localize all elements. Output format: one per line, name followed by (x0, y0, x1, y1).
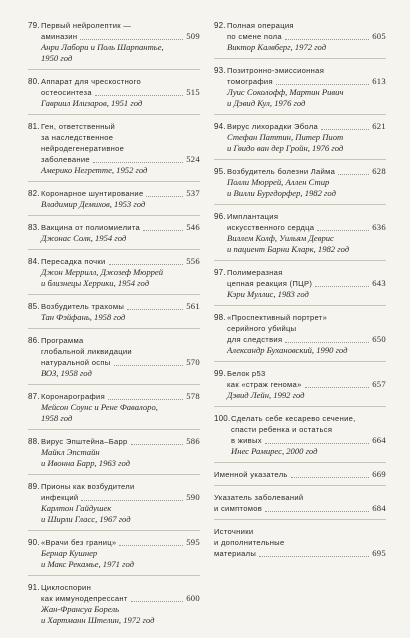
entry-divider (28, 215, 200, 216)
entry-title-line (227, 76, 386, 87)
page-number: 643 (372, 278, 386, 288)
entry-title-line (227, 222, 386, 233)
entry-divider (28, 575, 200, 576)
entry-author: и Вилли Бургдорфер, 1982 год (227, 188, 336, 198)
entry-number: 91. (28, 583, 40, 592)
dot-leader (265, 511, 369, 512)
toc-entry[interactable] (28, 391, 200, 424)
toc-entry[interactable] (214, 121, 386, 154)
entry-title: Коронарография (41, 392, 105, 401)
entry-author: Карлтон Гайдушек (41, 503, 112, 513)
page-number: 556 (186, 256, 200, 266)
entry-title-line (214, 548, 386, 559)
entry-author: 1958 год (41, 413, 73, 423)
toc-column-left (28, 20, 200, 626)
toc-entry[interactable] (214, 65, 386, 109)
entry-divider (214, 361, 386, 362)
page-number: 600 (186, 593, 200, 603)
page-number: 657 (372, 379, 386, 389)
entry-title-line (227, 379, 386, 390)
entry-title: Возбудитель болезни Лайма (227, 167, 336, 176)
entry-title: остеосинтеза (41, 88, 92, 97)
entry-title: Возбудитель трахомы (41, 302, 125, 311)
entry-title: Имплантация (227, 212, 279, 221)
entry-title: Циклоспорин (41, 583, 92, 592)
page-number: 636 (372, 222, 386, 232)
entry-title: заболевание (41, 155, 90, 164)
entry-title: Прионы как возбудители (41, 482, 135, 491)
entry-author: Александр Бухановский, 1990 год (227, 345, 348, 355)
toc-entry[interactable] (28, 582, 200, 626)
entry-title-line (41, 188, 200, 199)
entry-number: 100. (214, 414, 231, 423)
entry-author: Виллем Колф, Уильям Деврис (227, 233, 334, 243)
dot-leader (127, 309, 183, 310)
entry-divider (214, 58, 386, 59)
entry-number: 80. (28, 77, 40, 86)
entry-title: Источники (214, 527, 254, 536)
toc-entry[interactable] (28, 188, 200, 210)
page-number: 537 (186, 188, 200, 198)
entry-title: Белок p53 (227, 369, 266, 378)
entry-title: томография (227, 77, 273, 86)
entry-title: за наследственное (41, 133, 114, 142)
page-number: 509 (186, 31, 200, 41)
entry-author: Америко Негретте, 1952 год (41, 165, 148, 175)
page-number: 605 (372, 31, 386, 41)
dot-leader (95, 95, 183, 96)
entry-title: Ген, ответственный (41, 122, 116, 131)
dot-leader (259, 556, 369, 557)
toc-entry[interactable] (214, 413, 386, 457)
entry-divider (28, 328, 200, 329)
entry-title: Вирус Эпштейна–Барр (41, 437, 128, 446)
entry-number: 88. (28, 437, 40, 446)
entry-author: Майкл Эпстайн (41, 447, 100, 457)
entry-number: 92. (214, 21, 226, 30)
entry-author: ВОЗ, 1958 год (41, 368, 92, 378)
entry-title-line (41, 154, 200, 165)
entry-divider (28, 249, 200, 250)
entry-number: 86. (28, 336, 40, 345)
page-number: 650 (372, 334, 386, 344)
entry-number: 94. (214, 122, 226, 131)
entry-divider (28, 114, 200, 115)
page-number: 578 (186, 391, 200, 401)
entry-title: серийного убийцы (227, 324, 297, 333)
entry-title: глобальной ликвидации (41, 347, 132, 356)
page-number: 613 (372, 76, 386, 86)
dot-leader (338, 174, 369, 175)
entry-title: натуральной оспы (41, 358, 111, 367)
entry-title-line (41, 436, 200, 447)
entry-author: и Ивонна Барр, 1963 год (41, 458, 131, 468)
entry-author: Инес Рамирес, 2000 год (231, 446, 318, 456)
toc-entry[interactable] (28, 436, 200, 469)
entry-title-line (41, 537, 200, 548)
entry-title: Позитронно-эмиссионная (227, 66, 325, 75)
dot-leader (305, 387, 370, 388)
entry-title-line (227, 278, 386, 289)
entry-divider (214, 305, 386, 306)
entry-author: Виктор Калвберг, 1972 год (227, 42, 327, 52)
page-number: 684 (372, 503, 386, 513)
toc-entry[interactable] (214, 267, 386, 300)
entry-number: 96. (214, 212, 226, 221)
page-number: 546 (186, 222, 200, 232)
toc-entry[interactable] (28, 121, 200, 176)
entry-divider (28, 384, 200, 385)
entry-title: аминазин (41, 32, 78, 41)
entry-divider (214, 406, 386, 407)
toc-entry[interactable] (214, 20, 386, 53)
toc-section-entry[interactable] (214, 526, 386, 559)
page-number: 664 (372, 435, 386, 445)
entry-divider (28, 530, 200, 531)
entry-author: Джон Меррилл, Джозеф Мюррей (41, 267, 164, 277)
entry-title: Полная операция (227, 21, 294, 30)
page-number: 595 (186, 537, 200, 547)
entry-title-line (214, 469, 386, 480)
entry-title: и дополнительные (214, 538, 285, 547)
entry-title-line (41, 391, 200, 402)
entry-title: нейродегенеративное (41, 144, 125, 153)
entry-author: Гавриил Илизаров, 1951 год (41, 98, 143, 108)
entry-title: и симптомов (214, 504, 263, 513)
dot-leader (131, 601, 184, 602)
dot-leader (317, 230, 369, 231)
entry-divider (28, 181, 200, 182)
entry-author: Полли Мюррей, Аллен Стир (227, 177, 330, 187)
dot-leader (109, 264, 184, 265)
entry-author: и Дэвид Кул, 1976 год (227, 98, 306, 108)
entry-author: Жан-Франсуа Борель (41, 604, 119, 614)
page-number: 570 (186, 357, 200, 367)
page-number: 669 (372, 469, 386, 479)
entry-author: Анри Лаборu и Поль Шарпантье, (41, 42, 164, 52)
entry-title: материалы (214, 549, 257, 558)
entry-title: цепная реакция (ПЦР) (227, 279, 313, 288)
entry-title-line (227, 334, 386, 345)
entry-divider (214, 519, 386, 520)
toc-section-entry[interactable] (214, 492, 386, 514)
entry-title-line (41, 222, 200, 233)
entry-title-line (227, 166, 386, 177)
entry-title: как «страж генома» (227, 380, 302, 389)
dot-leader (291, 477, 370, 478)
dot-leader (265, 443, 369, 444)
dot-leader (108, 399, 183, 400)
toc-entry[interactable] (28, 76, 200, 109)
entry-title-line (41, 492, 200, 503)
dot-leader (131, 444, 184, 445)
entry-title-line (41, 301, 200, 312)
entry-divider (214, 159, 386, 160)
entry-title: как иммунодепрессант (41, 594, 128, 603)
entry-title-line (41, 87, 200, 98)
entry-author: Кэри Муллис, 1983 год (227, 289, 309, 299)
dot-leader (321, 129, 369, 130)
dot-leader (81, 500, 183, 501)
toc-entry[interactable] (28, 222, 200, 244)
entry-title: спасти ребенка и остаться (231, 425, 333, 434)
entry-number: 93. (214, 66, 226, 75)
entry-title: Пересадка почки (41, 257, 106, 266)
entry-author: и Ширли Гласс, 1967 год (41, 514, 131, 524)
entry-title: для следствия (227, 335, 283, 344)
page-number: 561 (186, 301, 200, 311)
entry-divider (28, 474, 200, 475)
toc-column-right (214, 20, 386, 559)
entry-number: 83. (28, 223, 40, 232)
page-number: 590 (186, 492, 200, 502)
entry-title-line (41, 357, 200, 368)
entry-title: Именной указатель (214, 470, 288, 479)
entry-author: Стефан Паттин, Питер Пиот (227, 132, 344, 142)
entry-author: и Хартманн Штелин, 1972 год (41, 615, 155, 625)
entry-title: Вирус лихорадки Эбола (227, 122, 319, 131)
entry-number: 85. (28, 302, 40, 311)
entry-author: Луис Соколофф, Мартин Ривич (227, 87, 344, 97)
entry-title-line (41, 31, 200, 42)
entry-author: Дэвид Лейн, 1992 год (227, 390, 305, 400)
entry-title: Сделать себе кесарево сечение, (231, 414, 356, 423)
entry-divider (28, 294, 200, 295)
entry-title-line (41, 256, 200, 267)
entry-divider (28, 69, 200, 70)
entry-title: Коронарное шунтирование (41, 189, 144, 198)
toc-entry[interactable] (214, 368, 386, 401)
entry-number: 81. (28, 122, 40, 131)
dot-leader (119, 545, 183, 546)
entry-title-line (227, 31, 386, 42)
dot-leader (114, 365, 184, 366)
dot-leader (315, 286, 369, 287)
entry-title: Аппарат для чрескостного (41, 77, 142, 86)
entry-divider (214, 260, 386, 261)
entry-author: Бернар Кушнер (41, 548, 98, 558)
toc-entry[interactable] (28, 256, 200, 289)
entry-author: 1950 год (41, 53, 73, 63)
entry-title-line (231, 435, 386, 446)
entry-divider (214, 114, 386, 115)
entry-author: и пациент Барни Кларк, 1982 год (227, 244, 350, 254)
page-number: 621 (372, 121, 386, 131)
entry-author: и Гвидо ван дер Гройн, 1976 год (227, 143, 344, 153)
entry-author: и близнецы Херрики, 1954 год (41, 278, 150, 288)
entry-title: Вакцина от полиомиелита (41, 223, 141, 232)
entry-number: 79. (28, 21, 40, 30)
entry-author: и Макс Рекамье, 1971 год (41, 559, 135, 569)
entry-author: Владимир Демихов, 1953 год (41, 199, 146, 209)
entry-title: Полимеразная (227, 268, 283, 277)
toc-entry[interactable] (28, 20, 200, 64)
page-number: 695 (372, 548, 386, 558)
page-number: 515 (186, 87, 200, 97)
entry-number: 90. (28, 538, 40, 547)
entry-author: Мейсон Соунс и Рене Фавалоро, (41, 402, 158, 412)
entry-title: «Врачи без границ» (41, 538, 117, 547)
entry-title-line (214, 503, 386, 514)
entry-title: искусственного сердца (227, 223, 315, 232)
page-number: 586 (186, 436, 200, 446)
entry-number: 95. (214, 167, 226, 176)
dot-leader (285, 342, 369, 343)
toc-section-entry[interactable] (214, 469, 386, 480)
entry-title: по смене пола (227, 32, 282, 41)
entry-number: 97. (214, 268, 226, 277)
page-number: 628 (372, 166, 386, 176)
dot-leader (146, 196, 183, 197)
entry-title: инфекций (41, 493, 79, 502)
toc-entry[interactable] (214, 211, 386, 255)
entry-divider (28, 429, 200, 430)
entry-title: Первый нейролептик — (41, 21, 132, 30)
entry-number: 84. (28, 257, 40, 266)
toc-entry[interactable] (214, 166, 386, 199)
dot-leader (93, 162, 183, 163)
entry-author: Тан Фэйфань, 1958 год (41, 312, 126, 322)
entry-title-line (41, 593, 200, 604)
dot-leader (143, 230, 183, 231)
toc-entry[interactable] (28, 301, 200, 323)
dot-leader (285, 39, 369, 40)
page-number: 524 (186, 154, 200, 164)
entry-number: 98. (214, 313, 226, 322)
entry-divider (214, 462, 386, 463)
entry-title: Указатель заболеваний (214, 493, 304, 502)
entry-title: Программа (41, 336, 84, 345)
toc-entry[interactable] (28, 481, 200, 525)
dot-leader (276, 84, 369, 85)
dot-leader (80, 39, 183, 40)
entry-number: 87. (28, 392, 40, 401)
entry-divider (214, 204, 386, 205)
toc-entry[interactable] (214, 312, 386, 356)
entry-number: 89. (28, 482, 40, 491)
entry-number: 99. (214, 369, 226, 378)
entry-author: Джонас Солк, 1954 год (41, 233, 127, 243)
entry-divider (214, 485, 386, 486)
entry-title: «Проспективный портрет» (227, 313, 328, 322)
toc-entry[interactable] (28, 537, 200, 570)
entry-number: 82. (28, 189, 40, 198)
entry-title: в живых (231, 436, 262, 445)
entry-title-line (227, 121, 386, 132)
toc-entry[interactable] (28, 335, 200, 379)
